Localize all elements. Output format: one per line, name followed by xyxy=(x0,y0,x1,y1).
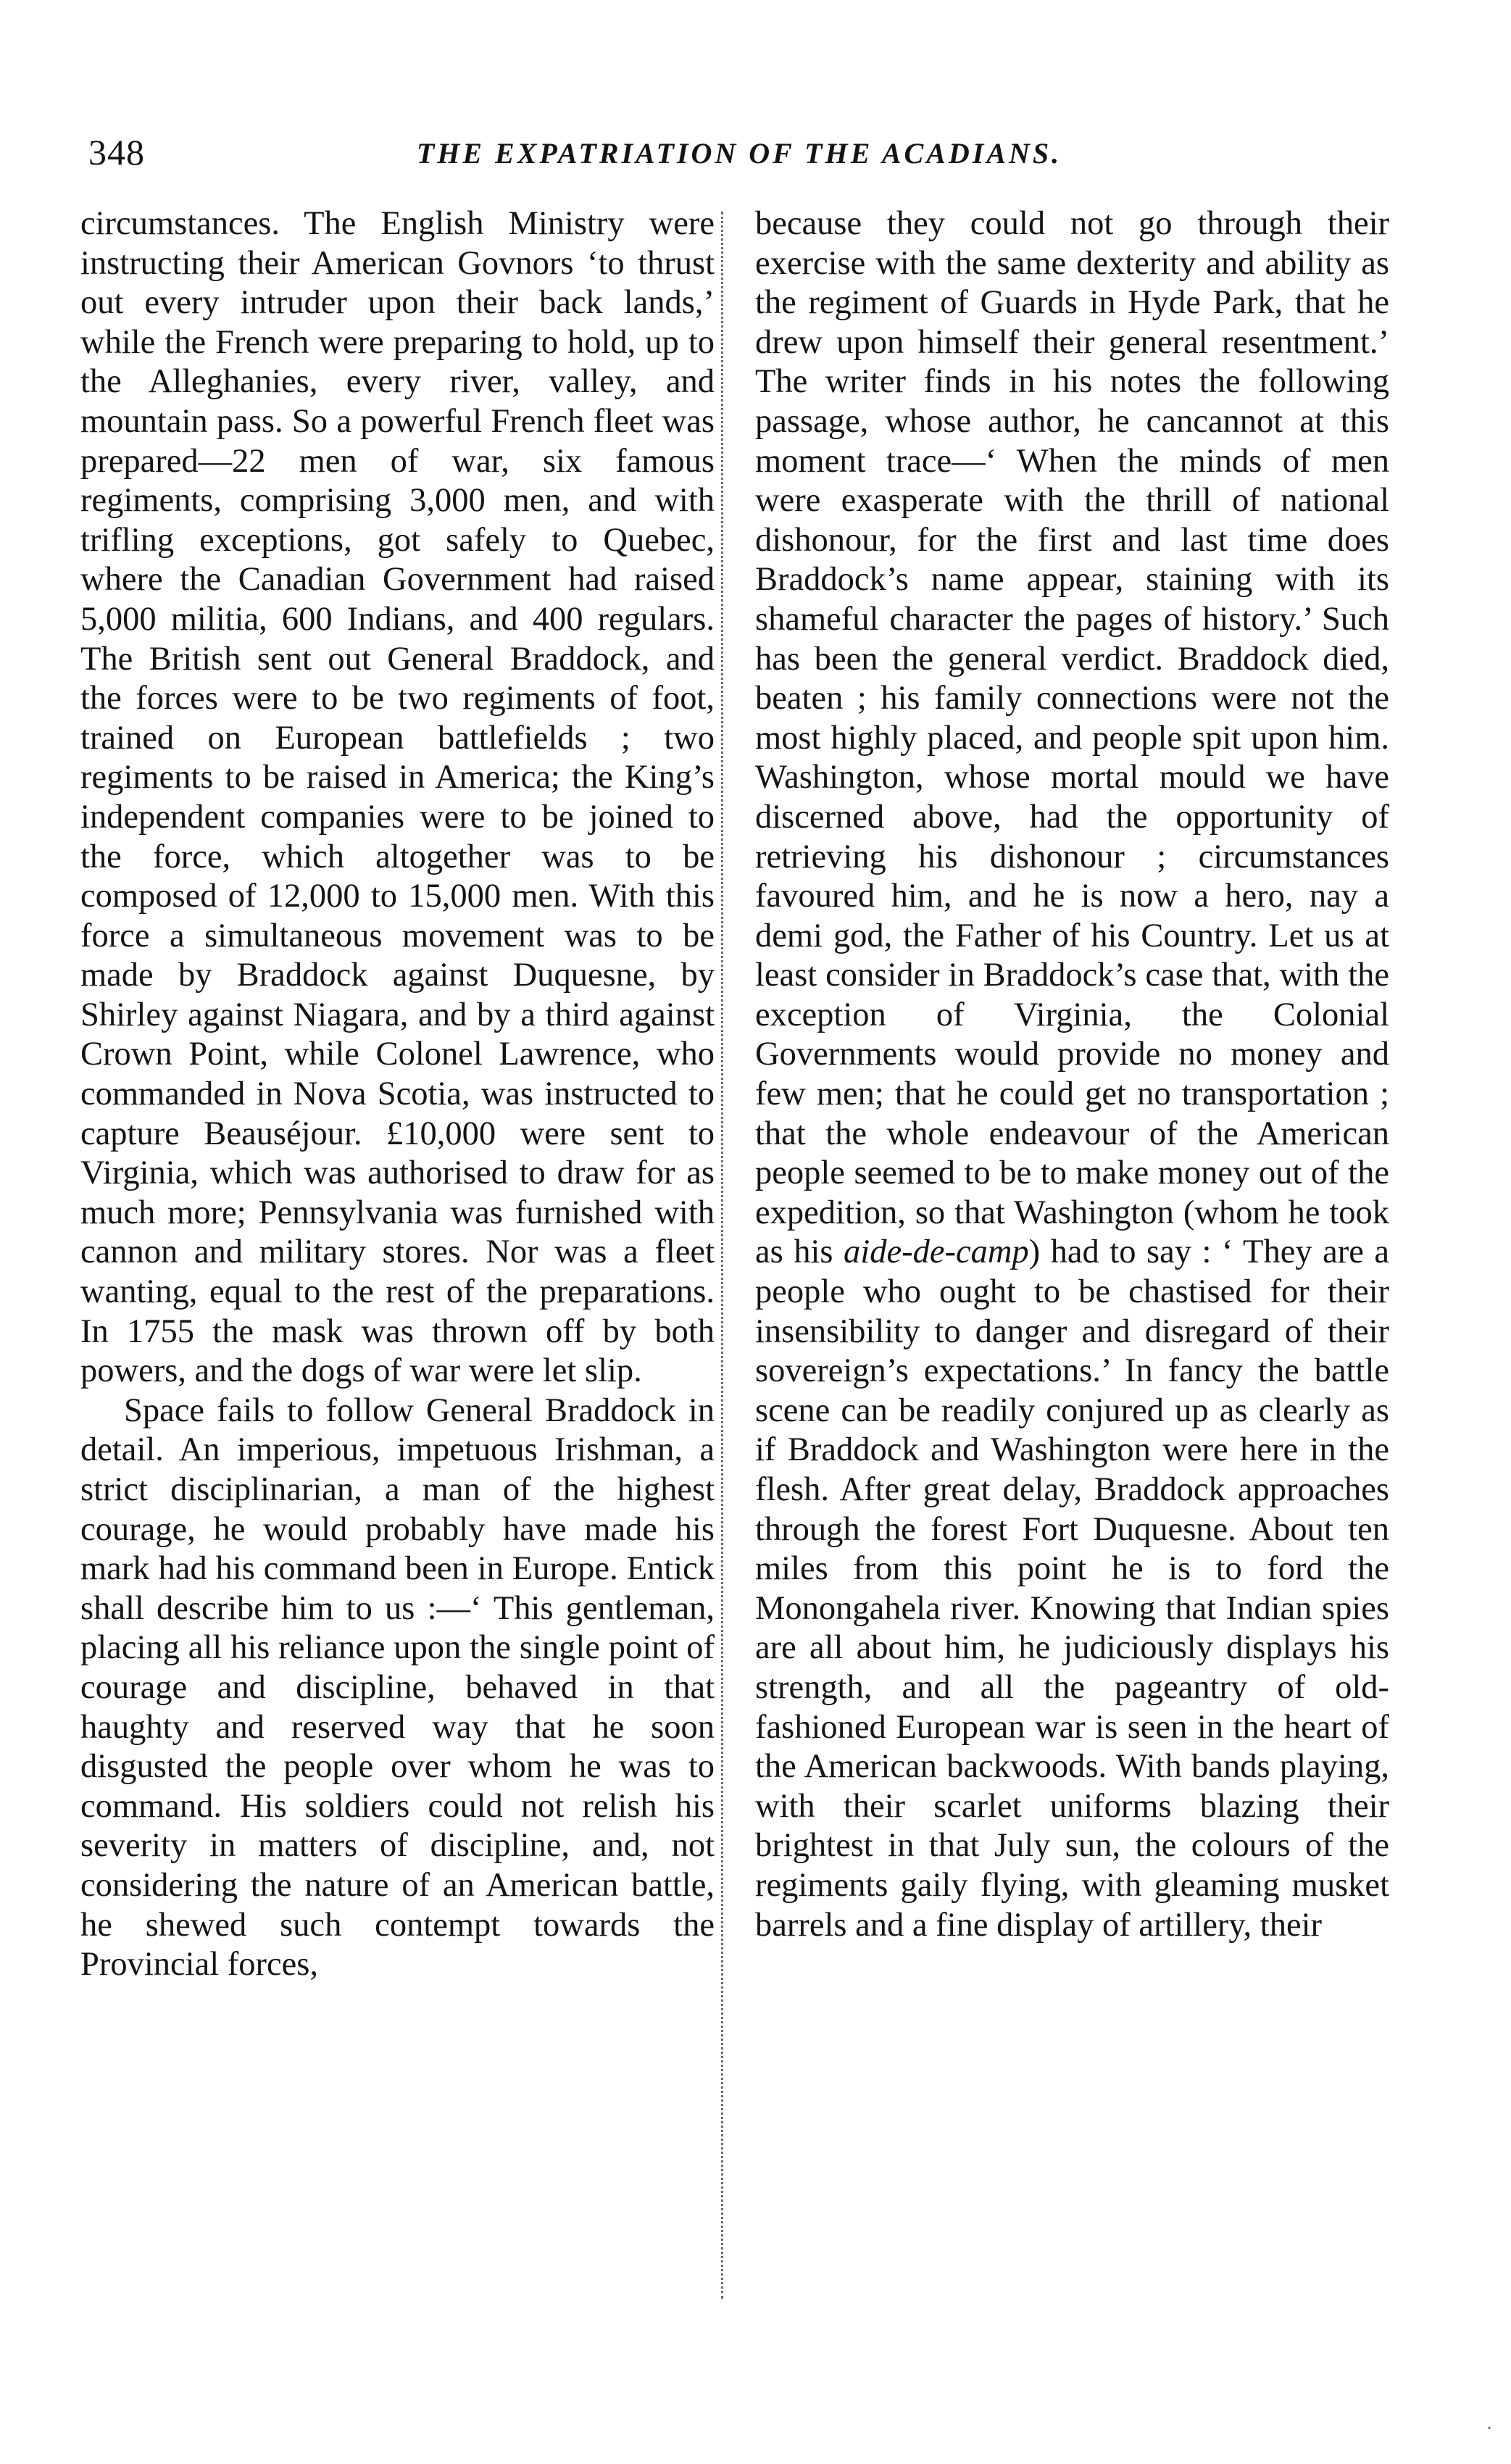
italic-aide-de-camp: aide-de-camp xyxy=(844,1233,1029,1271)
continuation-text-2: ) had to say : ‘ They are a people who ought to be chastised for their insensibility to danger and disregard of their sovereign’s expectations.’ In fancy the battle scene can be readily conjured up as clearly as if Braddock and Washington were here in the flesh. After great delay, Braddock approaches through the forest Fort Duquesne. About ten miles from this point he is to ford the Monongahela river. Knowing that Indian spies are all about him, he judiciously displays his strength, and all the pageantry of old-fashioned European war is seen in the heart of the American backwoods. With bands playing, with their scarlet uniforms blazing their brightest in that July sun, the colours of the regiments gaily flying, with gleaming musket barrels and a fine display of artillery, their xyxy=(755,1233,1390,1944)
stray-print-mark: · xyxy=(1486,2416,1493,2440)
continuation-text-1: because they could not go through their exercise with the same dexterity and ability as the regiment of Guards in Hyde Park, that he drew upon himself their general resentment.’ The writer finds in his notes the following passage, whose author, he cancannot at this moment trace—‘ When the minds of men were exasperate with the thrill of national dishonour, for the first and last time does Braddock’s name appear, staining with its shameful character the pages of history.’ Such has been the general verdict. Braddock died, beaten ; his family connections were not the most highly placed, and people spit upon him. Washington, whose mortal mould we have discerned above, had the opportunity of retrieving his dishonour ; circumstances favoured him, and he is now a hero, nay a demi god, the Father of his Country. Let us at least consider in Braddock’s case that, with the exception of Virginia, the Colonial Governments would provide no money and few men; that he could get no transportation ; that the whole endeavour of the American people seemed to be to make money out of the expedition, so that Washington (whom he took as his xyxy=(755,205,1389,1271)
left-column xyxy=(80,204,715,1985)
paragraph-continuation xyxy=(755,204,1389,1945)
paragraph-space-fails: Space fails to follow General Braddock in detail. An imperious, impetuous Irishman, a strict disciplinarian, a man of the highest courage, he would probably have made his mark had his command been in Europe. Entick shall describe him to us :—‘ This gentleman, placing all his reliance upon the single point of courage and discipline, behaved in that haughty and reserved way that he soon disgusted the people over whom he was to command. His soldiers could not relish his severity in matters of discipline, and, not considering the nature of an American battle, he shewed such contempt towards the Provincial forces, xyxy=(80,1391,715,1984)
page-header xyxy=(80,130,1399,181)
running-title: THE EXPATRIATION OF THE ACADIANS. xyxy=(416,137,1062,170)
paragraph-circumstances: circumstances. The English Ministry were instructing their American Govnors ‘to thrust out every intruder upon their back lands,’ while the French were preparing to hold, up to the Alleghanies, every river, valley, and mountain pass. So a powerful French fleet was prepared—22 men of war, six famous regiments, comprising 3,000 men, and with trifling exceptions, got safely to Quebec, where the Canadian Government had raised 5,000 militia, 600 Indians, and 400 regulars. The British sent out General Braddock, and the forces were to be two regiments of foot, trained on European battlefields ; two regiments to be raised in America; the King’s independent companies were to be joined to the force, which altogether was to be composed of 12,000 to 15,000 men. With this force a simultaneous movement was to be made by Braddock against Duquesne, by Shirley against Niagara, and by a third against Crown Point, while Colonel Lawrence, who commanded in Nova Scotia, was instructed to capture Beauséjour. £10,000 were sent to Virginia, which was authorised to draw for as much more; Pennsylvania was furnished with cannon and military stores. Nor was a fleet wanting, equal to the rest of the preparations. In 1755 the mask was thrown off by both powers, and the dogs of war were let slip. xyxy=(80,205,715,1390)
column-divider xyxy=(721,212,723,2299)
page-number: 348 xyxy=(88,132,145,172)
right-column xyxy=(755,204,1389,1945)
